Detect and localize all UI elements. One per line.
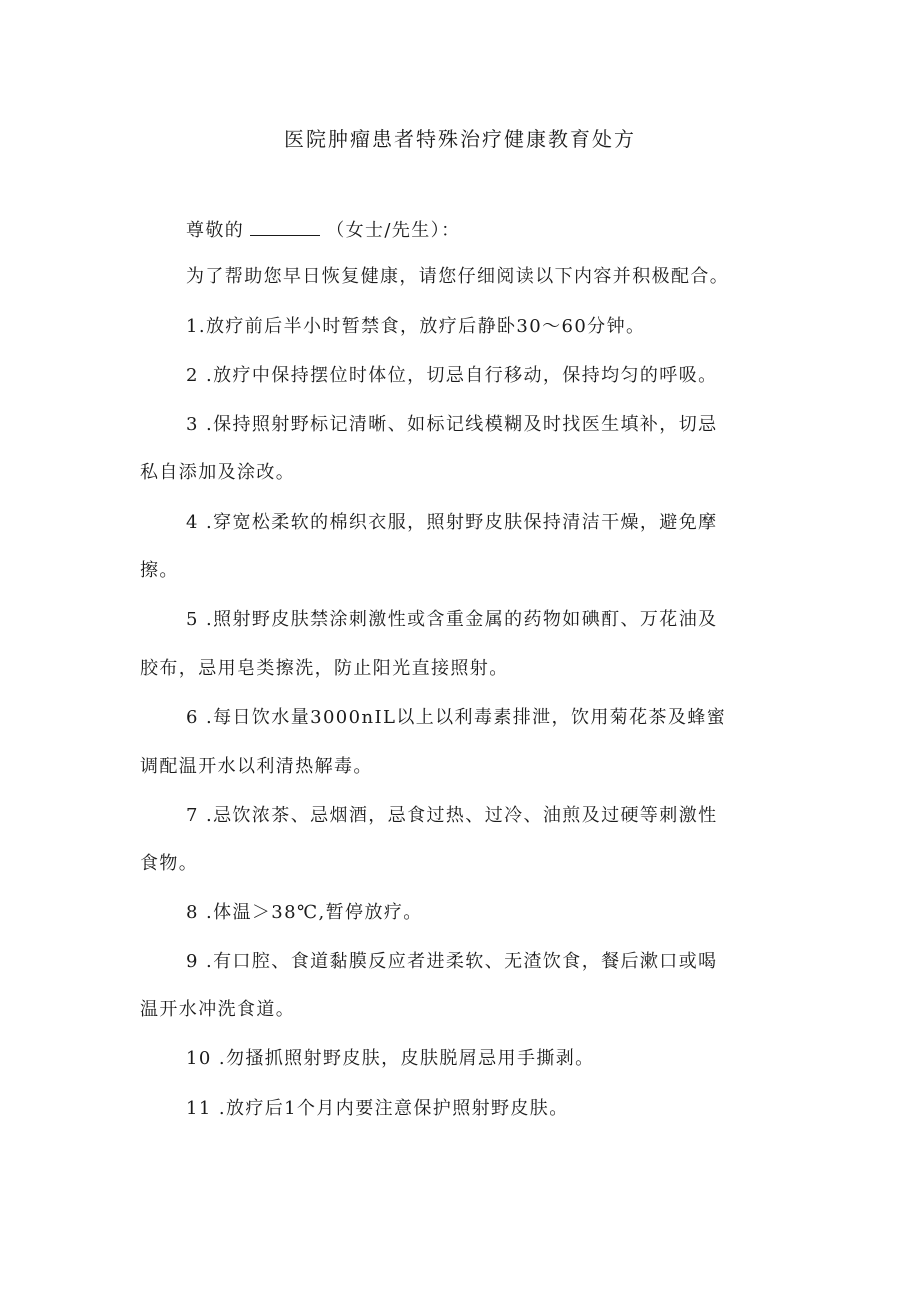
intro-text: 为了帮助您早日恢复健康，请您仔细阅读以下内容并积极配合。 xyxy=(186,266,730,287)
list-item-10: 10 .勿搔抓照射野皮肤，皮肤脱屑忌用手撕剥。 xyxy=(186,1048,595,1069)
greeting-prefix: 尊敬的 xyxy=(186,220,245,241)
greeting-line xyxy=(186,216,846,246)
list-item-7: 7 .忌饮浓茶、忌烟酒，忌食过热、过冷、油煎及过硬等刺激性 xyxy=(186,805,718,826)
list-item-6-continued: 调配温开水以利清热解毒。 xyxy=(140,756,373,777)
list-item-3-continued: 私自添加及涂改。 xyxy=(140,462,296,483)
list-item-3: 3 .保持照射野标记清晰、如标记线模糊及时找医生填补，切忌 xyxy=(186,414,718,435)
greeting-suffix: （女士/先生）： xyxy=(326,220,461,241)
list-item-8: 8 .体温＞38℃,暂停放疗。 xyxy=(186,902,423,923)
list-item-9: 9 .有口腔、食道黏膜反应者进柔软、无渣饮食，餐后漱口或喝 xyxy=(186,951,718,972)
list-item-7-continued: 食物。 xyxy=(140,853,199,874)
list-item-5-continued: 胶布，忌用皂类擦洗，防止阳光直接照射。 xyxy=(140,658,509,679)
list-item-11: 11 .放疗后1个月内要注意保护照射野皮肤。 xyxy=(186,1098,569,1119)
list-item-9-continued: 温开水冲洗食道。 xyxy=(140,999,296,1020)
list-item-2: 2 .放疗中保持摆位时体位，切忌自行移动，保持均匀的呼吸。 xyxy=(186,365,718,386)
list-item-1: 1.放疗前后半小时暂禁食，放疗后静卧30～60分钟。 xyxy=(186,316,646,337)
name-blank xyxy=(250,217,320,236)
document-title: 医院肿瘤患者特殊治疗健康教育处方 xyxy=(284,127,636,151)
list-item-4-continued: 擦。 xyxy=(140,560,179,581)
list-item-6: 6 .每日饮水量3000nIL以上以利毒素排泄，饮用菊花茶及蜂蜜 xyxy=(186,707,727,728)
list-item-5: 5 .照射野皮肤禁涂刺激性或含重金属的药物如碘酊、万花油及 xyxy=(186,609,718,630)
list-item-4: 4 .穿宽松柔软的棉织衣服，照射野皮肤保持清洁干燥，避免摩 xyxy=(186,512,718,533)
